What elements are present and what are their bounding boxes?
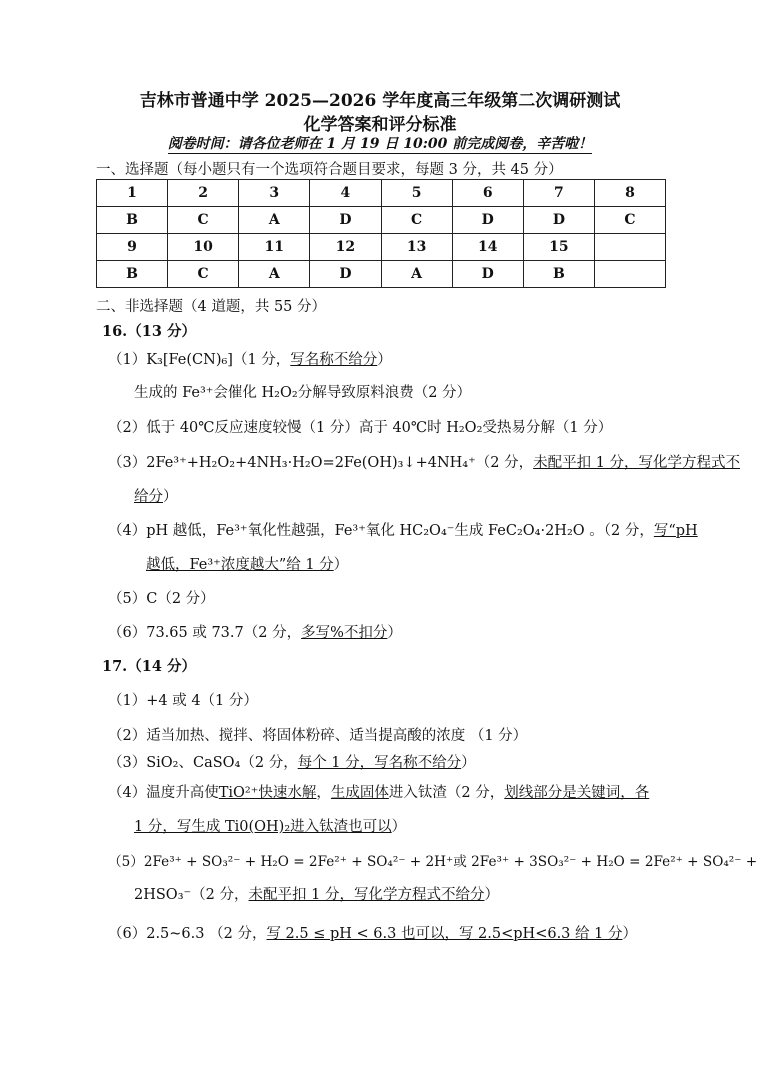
- table-row: [97, 180, 666, 207]
- q16-title: 16.（13 分）: [102, 323, 196, 340]
- table-cell: C: [594, 207, 665, 234]
- q16-answer-4: （4）pH 越低，Fe³⁺氧化性越强，Fe³⁺氧化 HC₂O₄⁻生成 FeC₂O₄·2H₂O 。（2 分，写“pH: [108, 523, 698, 539]
- q16-answer-5: （5）C（2 分）: [108, 591, 215, 607]
- q16-answer-4-cont: 越低，Fe³⁺浓度越大”给 1 分）: [146, 557, 349, 573]
- table-cell: D: [523, 207, 594, 234]
- q17-answer-5: （5）2Fe³⁺ + SO₃²⁻ + H₂O = 2Fe²⁺ + SO₄²⁻ + 2H⁺或 2Fe³⁺ + 3SO₃²⁻ + H₂O = 2Fe²⁺ + SO₄²⁻ +: [108, 854, 758, 870]
- q17-title: 17.（14 分）: [102, 658, 196, 675]
- section1-heading: 一、选择题（每小题只有一个选项符合题目要求，每题 3 分，共 45 分）: [96, 162, 563, 178]
- table-cell: C: [168, 261, 239, 288]
- grading-notice: 阅卷时间：请各位老师在 1 月 19 日 10:00 前完成阅卷，辛苦啦！: [167, 136, 593, 152]
- table-cell: D: [452, 207, 523, 234]
- table-cell: B: [97, 207, 168, 234]
- table-cell: D: [310, 207, 381, 234]
- q17-answer-5-cont: 2HSO₃⁻（2 分，未配平扣 1 分，写化学方程式不给分）: [134, 887, 499, 903]
- table-cell: A: [239, 207, 310, 234]
- table-cell: 15: [523, 234, 594, 261]
- table-cell: D: [310, 261, 381, 288]
- q16-answer-1: （1）K₃[Fe(CN)₆]（1 分，写名称不给分）: [108, 352, 392, 368]
- table-cell: 13: [381, 234, 452, 261]
- table-cell: 6: [452, 180, 523, 207]
- table-cell: A: [239, 261, 310, 288]
- page-subtitle: 化学答案和评分标准: [303, 115, 457, 135]
- table-cell: C: [381, 207, 452, 234]
- table-cell: D: [452, 261, 523, 288]
- page-title: 吉林市普通中学 2025—2026 学年度高三年级第二次调研测试: [139, 91, 621, 111]
- q17-answer-3: （3）SiO₂、CaSO₄（2 分，每个 1 分，写名称不给分）: [108, 755, 476, 771]
- table-cell: 9: [97, 234, 168, 261]
- q16-answer-6: （6）73.65 或 73.7（2 分，多写%不扣分）: [108, 625, 402, 641]
- table-cell: 7: [523, 180, 594, 207]
- q17-answer-4-cont: 1 分，写生成 Ti0(OH)₂进入钛渣也可以）: [134, 819, 407, 835]
- table-cell: 3: [239, 180, 310, 207]
- table-row: [97, 234, 666, 261]
- table-cell: 2: [168, 180, 239, 207]
- q16-answer-2: （2）低于 40℃反应速度较慢（1 分）高于 40℃时 H₂O₂受热易分解（1 分）: [108, 420, 613, 436]
- q16-answer-1b: 生成的 Fe³⁺会催化 H₂O₂分解导致原料浪费（2 分）: [134, 385, 472, 401]
- table-cell: 5: [381, 180, 452, 207]
- choice-answer-table: [96, 179, 666, 288]
- table-cell: B: [97, 261, 168, 288]
- table-cell: 10: [168, 234, 239, 261]
- q17-answer-4: （4）温度升高使TiO²⁺快速水解，生成固体进入钛渣（2 分，划线部分是关键词，各: [108, 785, 650, 801]
- table-row: [97, 207, 666, 234]
- q17-answer-2: （2）适当加热、搅拌、将固体粉碎、适当提高酸的浓度 （1 分）: [108, 728, 528, 744]
- section2-heading: 二、非选择题（4 道题，共 55 分）: [96, 299, 327, 315]
- table-cell: [594, 261, 665, 288]
- q16-answer-3: （3）2Fe³⁺+H₂O₂+4NH₃·H₂O=2Fe(OH)₃↓+4NH₄⁺（2 分，未配平扣 1 分，写化学方程式不: [108, 455, 741, 471]
- q16-answer-3-cont: 给分）: [134, 489, 178, 505]
- q17-answer-6: （6）2.5~6.3 （2 分，写 2.5 ≤ pH < 6.3 也可以，写 2.5<pH<6.3 给 1 分）: [108, 926, 637, 942]
- table-cell: 14: [452, 234, 523, 261]
- table-cell: 8: [594, 180, 665, 207]
- table-cell: 1: [97, 180, 168, 207]
- table-cell: B: [523, 261, 594, 288]
- q17-answer-1: （1）+4 或 4（1 分）: [108, 693, 258, 709]
- table-cell: C: [168, 207, 239, 234]
- table-cell: 11: [239, 234, 310, 261]
- table-row: [97, 261, 666, 288]
- table-cell: [594, 234, 665, 261]
- table-cell: 12: [310, 234, 381, 261]
- table-cell: A: [381, 261, 452, 288]
- table-cell: 4: [310, 180, 381, 207]
